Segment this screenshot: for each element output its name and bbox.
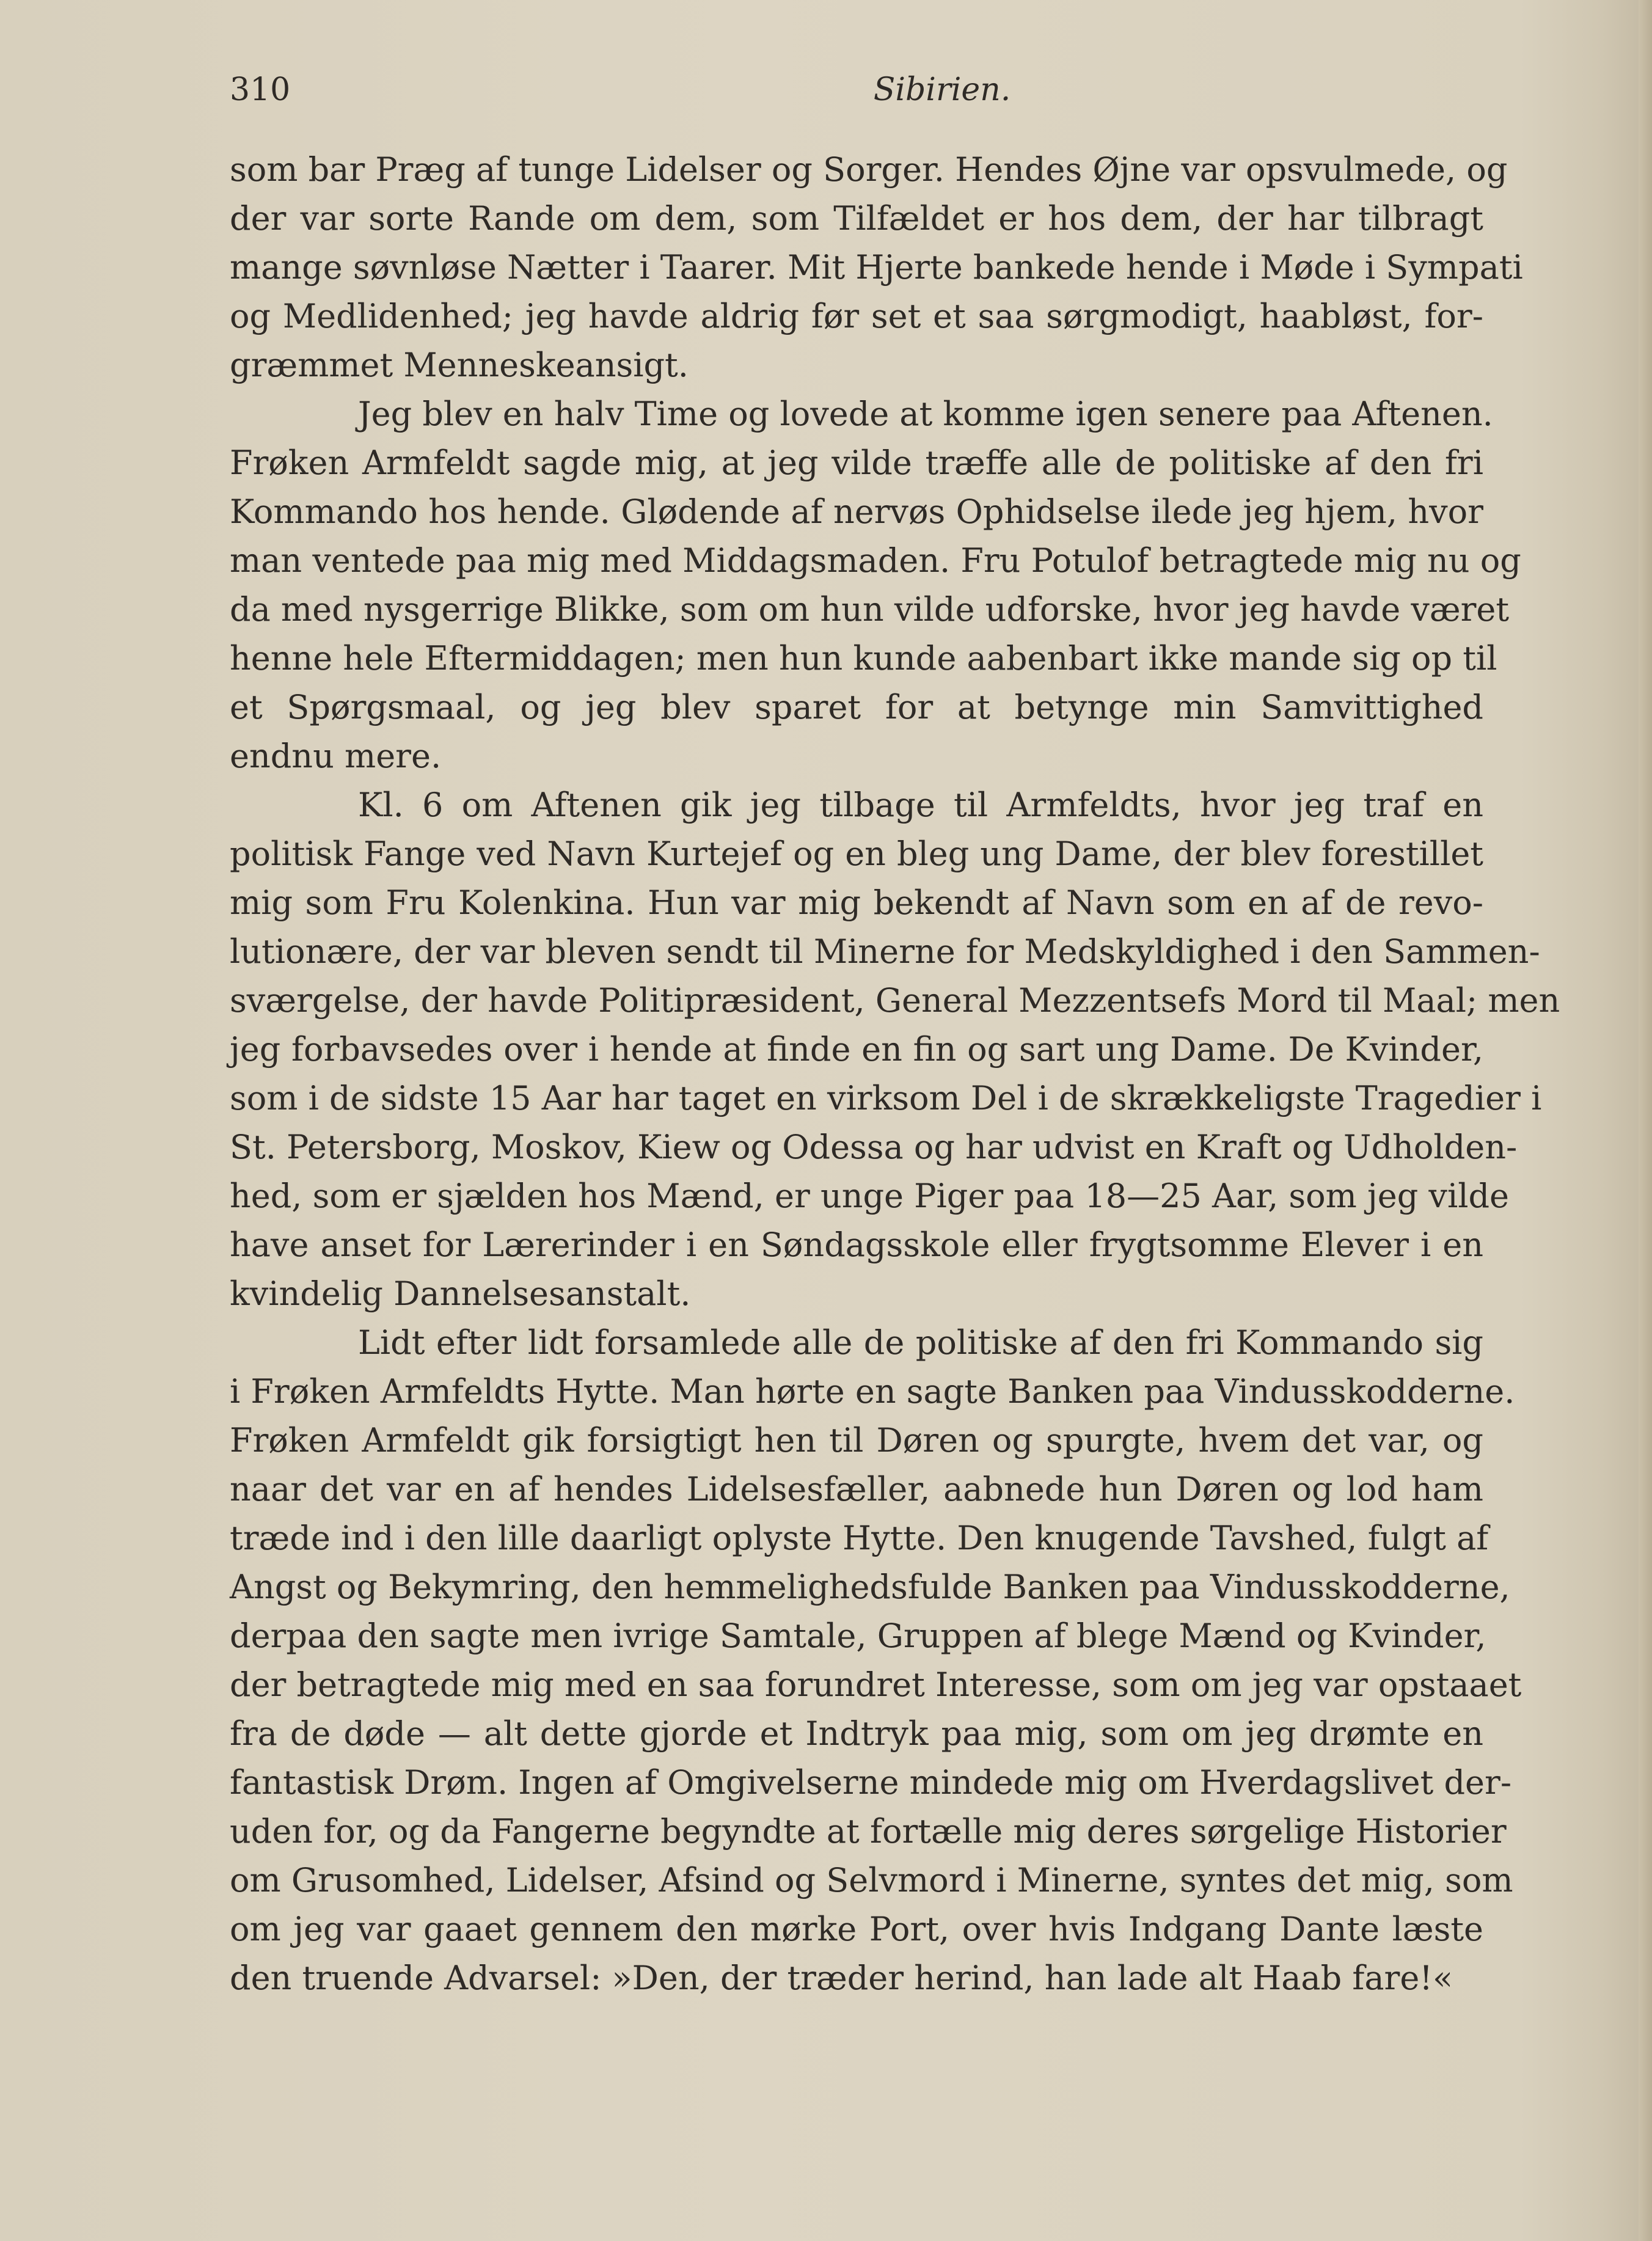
text-line: mig som Fru Kolenkina. Hun var mig bekendt af Navn som en af de revo- [230,883,1483,922]
text-line: St. Petersborg, Moskov, Kiew og Odessa og har udvist en Kraft og Udholden- [230,1128,1518,1166]
paragraph [230,145,1523,390]
text-line: fra de døde — alt dette gjorde et Indtryk paa mig, som om jeg drømte en [230,1714,1483,1753]
running-title: Sibirien. [873,71,1011,108]
text-line: Angst og Bekymring, den hemmelighedsfulde Banken paa Vindusskodderne, [230,1568,1510,1606]
paragraph [230,781,1560,1318]
text-line: lutionære, der var bleven sendt til Minerne for Medskyldighed i den Sammen- [230,932,1540,971]
text-line: da med nysgerrige Blikke, som om hun vilde udforske, hvor jeg havde været [230,590,1510,629]
text-line: og Medlidenhed; jeg havde aldrig før set et saa sørgmodigt, haabløst, for- [230,297,1483,335]
paragraph [230,390,1521,781]
text-line: kvindelig Dannelsesanstalt. [230,1274,691,1313]
text-line: Lidt efter lidt forsamlede alle de politiske af den fri Kommando sig [358,1323,1483,1362]
text-line: sværgelse, der havde Politipræsident, General Mezzentsefs Mord til Maal; men [230,981,1560,1020]
text-line: Frøken Armfeldt sagde mig, at jeg vilde træffe alle de politiske af den fri [230,444,1483,482]
text-line: Kommando hos hende. Glødende af nervøs Ophidselse ilede jeg hjem, hvor [230,492,1483,531]
text-line: i Frøken Armfeldts Hytte. Man hørte en sagte Banken paa Vindusskodderne. [230,1372,1515,1411]
page-number: 310 [230,71,291,108]
text-line: Frøken Armfeldt gik forsigtigt hen til Døren og spurgte, hvem det var, og [230,1421,1483,1460]
text-line: politisk Fange ved Navn Kurtejef og en bleg ung Dame, der blev forestillet [230,835,1483,873]
text-line: træde ind i den lille daarligt oplyste Hytte. Den knugende Tavshed, fulgt af [230,1519,1489,1557]
page-header [230,68,1483,111]
text-line: have anset for Lærerinder i en Søndagsskole eller frygtsomme Elever i en [230,1226,1483,1264]
text-line: som i de sidste 15 Aar har taget en virksom Del i de skrækkeligste Tragedier i [230,1079,1542,1117]
text-line: Jeg blev en halv Time og lovede at komme igen senere paa Aftenen. [358,395,1493,433]
paragraph [230,1318,1522,2003]
text-line: den truende Advarsel: »Den, der træder herind, han lade alt Haab fare!« [230,1959,1453,1997]
text-line: om jeg var gaaet gennem den mørke Port, over hvis Indgang Dante læste [230,1910,1483,1948]
text-line: derpaa den sagte men ivrige Samtale, Gruppen af blege Mænd og Kvinder, [230,1617,1486,1655]
page-edge [1639,0,1652,2241]
text-line: fantastisk Drøm. Ingen af Omgivelserne mindede mig om Hverdagslivet der- [230,1763,1512,1802]
text-line: som bar Præg af tunge Lidelser og Sorger. Hendes Øjne var opsvulmede, og [230,150,1508,189]
text-line: Kl. 6 om Aftenen gik jeg tilbage til Armfeldts, hvor jeg traf en [358,786,1483,824]
text-line: endnu mere. [230,737,442,775]
text-line: mange søvnløse Nætter i Taarer. Mit Hjerte bankede hende i Møde i Sympati [230,248,1523,287]
text-line: græmmet Menneskeansigt. [230,346,689,384]
text-line: om Grusomhed, Lidelser, Afsind og Selvmord i Minerne, syntes det mig, som [230,1861,1513,1899]
text-line: uden for, og da Fangerne begyndte at fortælle mig deres sørgelige Historier [230,1812,1507,1851]
text-line: jeg forbavsedes over i hende at finde en fin og sart ung Dame. De Kvinder, [230,1030,1483,1069]
text-line: man ventede paa mig med Middagsmaden. Fru Potulof betragtede mig nu og [230,541,1521,580]
text-line: naar det var en af hendes Lidelsesfæller, aabnede hun Døren og lod ham [230,1470,1483,1508]
text-line: hed, som er sjælden hos Mænd, er unge Piger paa 18—25 Aar, som jeg vilde [230,1177,1510,1215]
text-line: der betragtede mig med en saa forundret Interesse, som om jeg var opstaaet [230,1665,1522,1704]
text-line: et Spørgsmaal, og jeg blev sparet for at betynge min Samvittighed [230,688,1483,726]
text-line: henne hele Eftermiddagen; men hun kunde aabenbart ikke mande sig op til [230,639,1497,678]
text-line: der var sorte Rande om dem, som Tilfældet er hos dem, der har tilbragt [230,199,1483,238]
body-text [230,145,1560,2003]
